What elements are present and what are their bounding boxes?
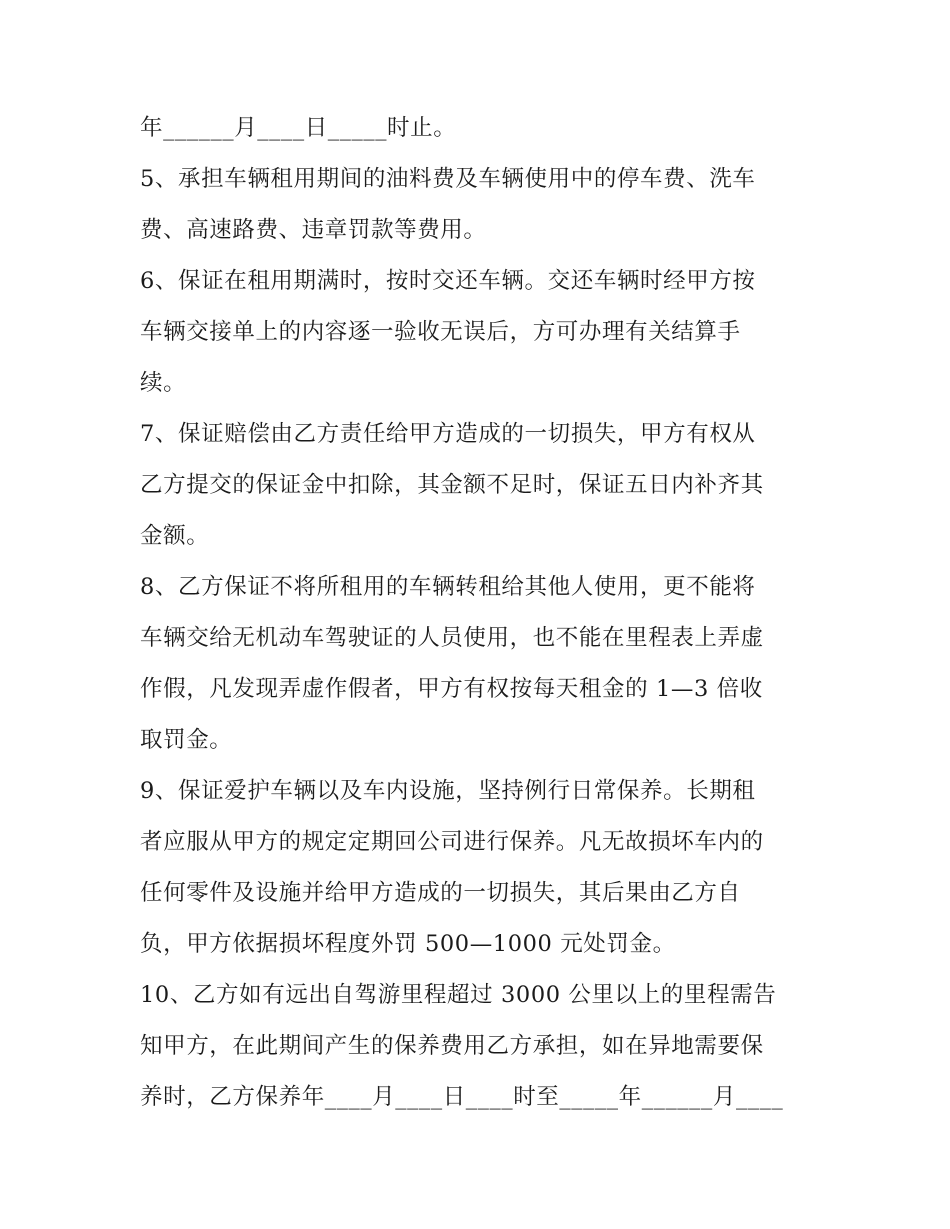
text-line: 养时，乙方保养年____月____日____时至_____年______月____: [140, 1084, 784, 1110]
text-line: 6、保证在租用期满时，按时交还车辆。交还车辆时经甲方按: [140, 268, 756, 294]
text-line: 7、保证赔偿由乙方责任给甲方造成的一切损失，甲方有权从: [140, 421, 756, 447]
text-line: 费、高速路费、违章罚款等费用。: [140, 217, 487, 243]
text-line: 乙方提交的保证金中扣除，其金额不足时，保证五日内补齐其: [140, 472, 764, 498]
text-line: 作假，凡发现弄虚作假者，甲方有权按每天租金的 1—3 倍收: [140, 676, 763, 702]
text-line: 负，甲方依据损坏程度外罚 500—1000 元处罚金。: [140, 931, 676, 957]
text-line: 车辆交给无机动车驾驶证的人员使用，也不能在里程表上弄虚: [140, 625, 764, 651]
document-body: [140, 103, 820, 1123]
text-line: 8、乙方保证不将所租用的车辆转租给其他人使用，更不能将: [140, 574, 756, 600]
text-line: 知甲方，在此期间产生的保养费用乙方承担，如在异地需要保: [140, 1033, 764, 1059]
text-line: 10、乙方如有远出自驾游里程超过 3000 公里以上的里程需告: [140, 982, 777, 1008]
text-line: 年______月____日_____时止。: [140, 115, 457, 141]
text-line: 金额。: [140, 523, 210, 549]
text-line: 车辆交接单上的内容逐一验收无误后，方可办理有关结算手: [140, 319, 741, 345]
text-line: 任何零件及设施并给甲方造成的一切损失，其后果由乙方自: [140, 880, 741, 906]
text-line: 取罚金。: [140, 727, 233, 753]
text-line: 续。: [140, 370, 187, 396]
text-line: 9、保证爱护车辆以及车内设施，坚持例行日常保养。长期租: [140, 778, 756, 804]
text-line: 者应服从甲方的规定定期回公司进行保养。凡无故损坏车内的: [140, 829, 764, 855]
text-line: 5、承担车辆租用期间的油料费及车辆使用中的停车费、洗车: [140, 166, 756, 192]
